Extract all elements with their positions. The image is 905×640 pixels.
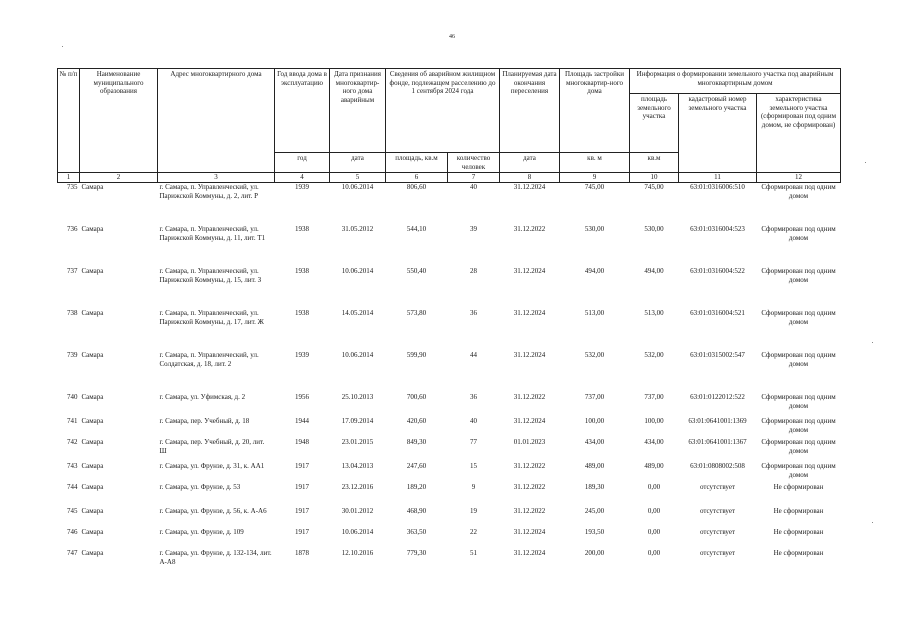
row-planned-date: 31.12.2024	[513, 309, 546, 318]
row-number: 745	[67, 507, 78, 516]
row-building-area: 513,00	[584, 309, 605, 318]
row-building-area: 737,00	[584, 393, 605, 402]
row-number: 747	[67, 549, 78, 558]
row-characteristic: Сформирован под одним домом	[761, 225, 836, 242]
row-date-emergency: 10.06.2014	[341, 528, 374, 537]
row-address: г. Самара, ул. Уфимская, д. 2	[159, 393, 246, 402]
unit-area: площадь, кв.м	[386, 153, 448, 173]
column-number: 12	[757, 173, 841, 183]
row-area: 544,10	[406, 225, 427, 234]
row-characteristic: Сформирован под одним домом	[761, 462, 836, 479]
row-people: 36	[470, 393, 477, 402]
row-municipality: Самара	[81, 438, 104, 447]
row-number: 740	[67, 393, 78, 402]
row-characteristic: Не сформирован	[773, 483, 824, 492]
row-area: 420,60	[406, 417, 427, 426]
emergency-housing-table	[57, 68, 841, 573]
row-year: 1938	[295, 309, 309, 318]
row-characteristic: Сформирован под одним домом	[761, 267, 836, 284]
row-characteristic: Сформирован под одним домом	[761, 183, 836, 200]
row-year: 1939	[295, 351, 309, 360]
row-people: 9	[471, 483, 476, 492]
row-year: 1917	[295, 507, 309, 516]
row-area: 779,30	[406, 549, 427, 558]
row-cadastral: 63:01:0316006:510	[690, 183, 745, 192]
row-building-area: 100,00	[584, 417, 605, 426]
row-land-area: 737,00	[644, 393, 664, 402]
column-number: 1	[58, 173, 80, 183]
column-number: 9	[560, 173, 630, 183]
row-people: 22	[470, 528, 477, 537]
row-building-area: 200,00	[584, 549, 605, 558]
row-year: 1939	[295, 183, 309, 192]
row-planned-date: 31.12.2022	[513, 483, 546, 492]
row-municipality: Самара	[81, 183, 104, 192]
row-planned-date: 31.12.2024	[513, 528, 546, 537]
header-cadastral: кадастровый номер земельного участка	[679, 94, 757, 173]
row-planned-date: 31.12.2024	[513, 417, 546, 426]
header-building-area: Площадь застройки многоквартир-ного дома	[560, 69, 630, 153]
row-people: 39	[470, 225, 477, 234]
row-land-area: 100,00	[644, 417, 664, 426]
row-area: 700,60	[406, 393, 427, 402]
row-characteristic: Сформирован под одним домом	[761, 417, 836, 434]
table-row	[58, 417, 841, 438]
table-row	[58, 549, 841, 573]
row-land-area: 530,00	[644, 225, 664, 234]
row-characteristic: Сформирован под одним домом	[761, 393, 836, 410]
row-cadastral: 63:01:0316004:521	[690, 309, 745, 318]
row-municipality: Самара	[81, 351, 104, 360]
row-municipality: Самара	[81, 393, 104, 402]
unit-date: дата	[330, 153, 386, 173]
row-planned-date: 31.12.2022	[513, 393, 546, 402]
row-building-area: 245,00	[584, 507, 605, 516]
table-row	[58, 393, 841, 417]
table-row	[58, 507, 841, 528]
header-fund-group: Сведения об аварийном жилищном фонде, подлежащем расселению до 1 сентября 2024 года	[386, 69, 500, 153]
row-characteristic: Не сформирован	[773, 528, 824, 537]
row-date-emergency: 31.05.2012	[341, 225, 374, 234]
row-land-area: 489,00	[644, 462, 664, 471]
row-number: 735	[67, 183, 78, 192]
row-year: 1956	[295, 393, 309, 402]
row-address: г. Самара, пер. Учебный, д. 18	[159, 417, 250, 426]
row-people: 77	[470, 438, 477, 447]
row-address: г. Самара, ул. Фрунзе, д. 56, к. А-А6	[159, 507, 267, 516]
row-cadastral: 63:01:0316004:523	[690, 225, 745, 234]
row-land-area: 0,00	[647, 507, 661, 516]
row-area: 573,80	[406, 309, 427, 318]
row-number: 741	[67, 417, 78, 426]
row-year: 1917	[295, 483, 309, 492]
row-planned-date: 31.12.2024	[513, 549, 546, 558]
row-address: г. Самара, п. Управленческий, ул. Парижской Коммуны, д. 11, лит. Т1	[159, 225, 266, 242]
row-planned-date: 31.12.2024	[513, 183, 546, 192]
row-cadastral: 63:01:0315002:547	[690, 351, 745, 360]
row-building-area: 532,00	[584, 351, 605, 360]
column-number: 3	[158, 173, 275, 183]
column-number: 10	[630, 173, 679, 183]
row-building-area: 494,00	[584, 267, 605, 276]
row-land-area: 0,00	[647, 528, 661, 537]
row-planned-date: 31.12.2022	[513, 507, 546, 516]
scan-speck	[872, 342, 873, 343]
unit-people: количество человек	[448, 153, 500, 173]
row-building-area: 189,30	[584, 483, 605, 492]
row-people: 40	[470, 183, 477, 192]
row-year: 1938	[295, 225, 309, 234]
row-year: 1944	[295, 417, 309, 426]
scan-speck	[865, 162, 866, 163]
column-number: 5	[330, 173, 386, 183]
scan-speck	[62, 46, 63, 47]
row-cadastral: 63:01:0316004:522	[690, 267, 745, 276]
row-people: 28	[470, 267, 477, 276]
row-land-area: 434,00	[644, 438, 664, 447]
row-municipality: Самара	[81, 507, 104, 516]
row-municipality: Самара	[81, 417, 104, 426]
row-area: 849,30	[406, 438, 427, 447]
row-land-area: 513,00	[644, 309, 664, 318]
row-people: 44	[470, 351, 477, 360]
row-land-area: 532,00	[644, 351, 664, 360]
table-row	[58, 351, 841, 393]
row-characteristic: Сформирован под одним домом	[761, 351, 836, 368]
row-date-emergency: 10.06.2014	[341, 351, 374, 360]
row-people: 19	[470, 507, 477, 516]
row-land-area: 745,00	[644, 183, 664, 192]
column-number: 8	[500, 173, 560, 183]
unit-planned-date: дата	[500, 153, 560, 173]
row-cadastral: отсутствует	[699, 528, 736, 537]
header-land-area: площадь земельного участка	[630, 94, 679, 153]
column-number: 11	[679, 173, 757, 183]
row-area: 189,20	[406, 483, 427, 492]
row-address: г. Самара, ул. Фрунзе, д. 132-134, лит. А-А8	[159, 549, 272, 566]
header-address: Адрес многоквартирного дома	[158, 69, 275, 173]
header-land-group: Информация о формировании земельного участка под аварийным многоквартирным домом	[630, 69, 841, 94]
row-date-emergency: 17.09.2014	[341, 417, 374, 426]
scan-speck	[872, 522, 873, 523]
row-cadastral: 63:01:0641001:1367	[688, 438, 747, 447]
header-year: Год ввода дома в эксплуатацию	[275, 69, 330, 153]
row-area: 550,40	[406, 267, 427, 276]
row-planned-date: 31.12.2024	[513, 351, 546, 360]
unit-land-sqm: кв.м	[630, 153, 679, 173]
row-number: 738	[67, 309, 78, 318]
row-land-area: 0,00	[647, 483, 661, 492]
row-planned-date: 31.12.2022	[513, 225, 546, 234]
header-date-emergency: Дата признания многоквартир-ного дома аварийным	[330, 69, 386, 153]
unit-building-sqm: кв. м	[560, 153, 630, 173]
row-land-area: 0,00	[647, 549, 661, 558]
row-cadastral: 63:01:0122012:522	[690, 393, 745, 402]
row-planned-date: 01.01.2023	[513, 438, 546, 447]
row-planned-date: 31.12.2022	[513, 462, 546, 471]
row-date-emergency: 23.01.2015	[341, 438, 374, 447]
row-municipality: Самара	[81, 309, 104, 318]
row-area: 363,50	[406, 528, 427, 537]
row-people: 40	[470, 417, 477, 426]
table-row	[58, 309, 841, 351]
row-area: 806,60	[406, 183, 427, 192]
row-area: 599,90	[406, 351, 427, 360]
row-address: г. Самара, ул. Фрунзе, д. 109	[159, 528, 244, 537]
row-building-area: 489,00	[584, 462, 605, 471]
row-municipality: Самара	[81, 225, 104, 234]
row-building-area: 434,00	[584, 438, 605, 447]
row-address: г. Самара, ул. Фрунзе, д. 53	[159, 483, 241, 492]
row-number: 742	[67, 438, 78, 447]
column-number: 2	[80, 173, 158, 183]
row-year: 1948	[295, 438, 309, 447]
row-number: 746	[67, 528, 78, 537]
row-cadastral: отсутствует	[699, 483, 736, 492]
row-date-emergency: 25.10.2013	[341, 393, 374, 402]
row-cadastral: отсутствует	[699, 549, 736, 558]
row-date-emergency: 14.05.2014	[341, 309, 374, 318]
row-address: г. Самара, п. Управленческий, ул. Парижской Коммуны, д. 2, лит. Р	[159, 183, 259, 200]
table-row	[58, 528, 841, 549]
row-characteristic: Не сформирован	[773, 507, 824, 516]
column-number: 4	[275, 173, 330, 183]
row-address: г. Самара, п. Управленческий, ул. Парижской Коммуны, д. 17, лит. Ж	[159, 309, 264, 326]
column-number: 7	[448, 173, 500, 183]
row-address: г. Самара, п. Управленческий, ул. Солдатская, д. 18, лит. 2	[159, 351, 259, 368]
row-characteristic: Не сформирован	[773, 549, 824, 558]
row-date-emergency: 10.06.2014	[341, 267, 374, 276]
row-address: г. Самара, п. Управленческий, ул. Парижской Коммуны, д. 15, лит. З	[159, 267, 262, 284]
row-date-emergency: 10.06.2014	[341, 183, 374, 192]
table-row	[58, 267, 841, 309]
row-date-emergency: 12.10.2016	[341, 549, 374, 558]
row-number: 743	[67, 462, 78, 471]
column-number: 6	[386, 173, 448, 183]
row-year: 1917	[295, 462, 309, 471]
row-characteristic: Сформирован под одним домом	[761, 438, 836, 455]
row-municipality: Самара	[81, 462, 104, 471]
row-year: 1938	[295, 267, 309, 276]
row-municipality: Самара	[81, 528, 104, 537]
row-characteristic: Сформирован под одним домом	[761, 309, 836, 326]
header-planned: Планируемая дата окончания переселения	[500, 69, 560, 153]
table-row	[58, 462, 841, 483]
header-municipality: Наименование муниципального образования	[80, 69, 158, 173]
row-cadastral: отсутствует	[699, 507, 736, 516]
table-row	[58, 483, 841, 507]
row-date-emergency: 30.01.2012	[341, 507, 374, 516]
row-address: г. Самара, ул. Фрунзе, д. 31, к. АА1	[159, 462, 265, 471]
header-characteristic: характеристика земельного участка (сформирован под одним домом, не сформирован)	[757, 94, 841, 173]
table-row	[58, 225, 841, 267]
row-number: 739	[67, 351, 78, 360]
row-people: 36	[470, 309, 477, 318]
row-building-area: 745,00	[584, 183, 605, 192]
row-number: 737	[67, 267, 78, 276]
row-building-area: 193,50	[584, 528, 605, 537]
row-year: 1878	[295, 549, 309, 558]
row-people: 15	[470, 462, 477, 471]
row-address: г. Самара, пер. Учебный, д. 20, лит. Ш	[159, 438, 265, 455]
row-cadastral: 63:01:0641001:1369	[688, 417, 747, 426]
row-municipality: Самара	[81, 483, 104, 492]
row-date-emergency: 13.04.2013	[341, 462, 374, 471]
header-number: № п/п	[58, 69, 80, 173]
row-number: 736	[67, 225, 78, 234]
table-row	[58, 183, 841, 226]
table-row	[58, 438, 841, 462]
row-area: 468,90	[406, 507, 427, 516]
unit-year: год	[275, 153, 330, 173]
row-land-area: 494,00	[644, 267, 664, 276]
row-municipality: Самара	[81, 549, 104, 558]
row-municipality: Самара	[81, 267, 104, 276]
row-planned-date: 31.12.2024	[513, 267, 546, 276]
row-building-area: 530,00	[584, 225, 605, 234]
row-cadastral: 63:01:0808002:508	[690, 462, 745, 471]
page-number: 46	[449, 34, 455, 40]
row-date-emergency: 23.12.2016	[341, 483, 374, 492]
row-area: 247,60	[406, 462, 427, 471]
row-year: 1917	[295, 528, 309, 537]
row-people: 51	[470, 549, 477, 558]
row-number: 744	[67, 483, 78, 492]
